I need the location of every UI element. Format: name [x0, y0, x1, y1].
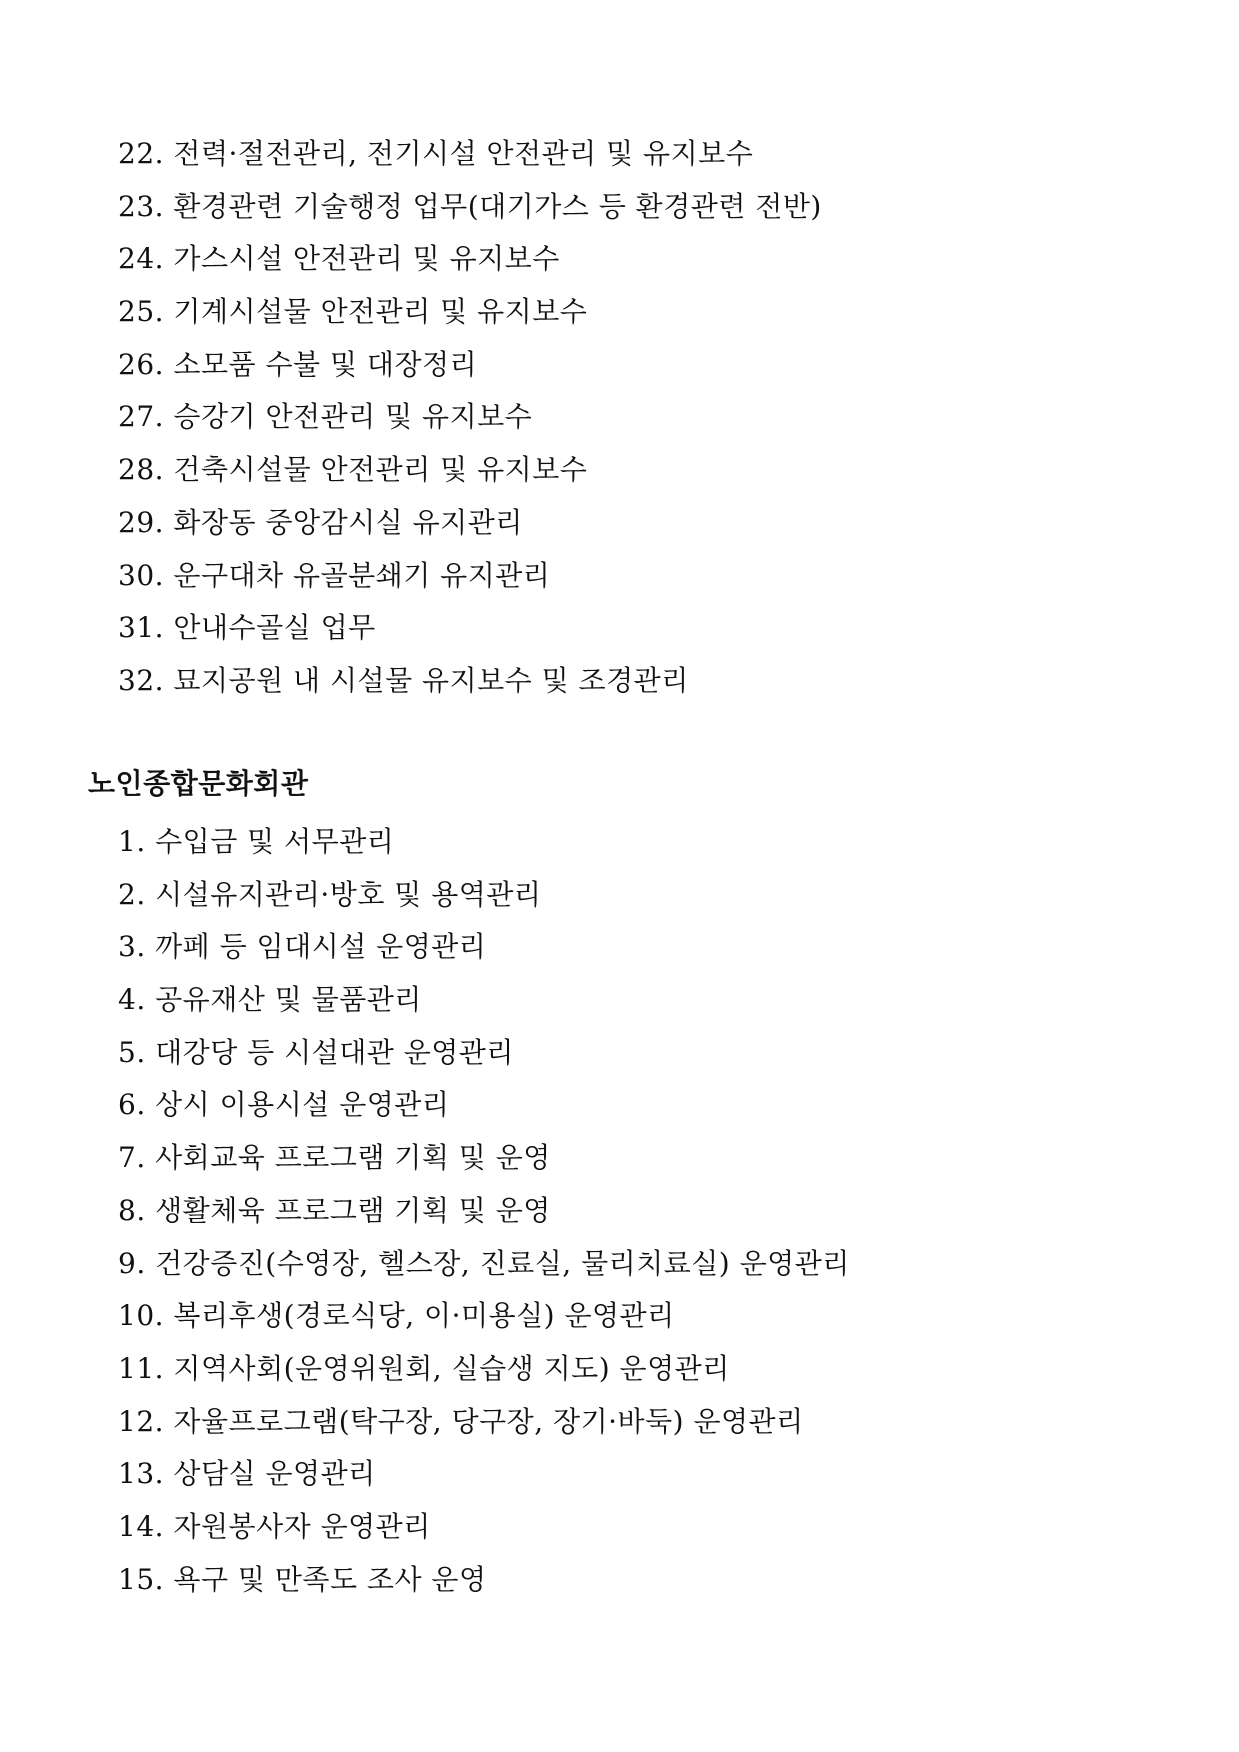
list-item: 15. 욕구 및 만족도 조사 운영 [118, 1562, 487, 1596]
list-item: 6. 상시 이용시설 운영관리 [118, 1088, 450, 1122]
list-item: 3. 까페 등 임대시설 운영관리 [118, 930, 487, 964]
list-item: 32. 묘지공원 내 시설물 유지보수 및 조경관리 [118, 663, 689, 697]
section-heading: 노인종합문화회관 [88, 767, 309, 800]
list-item: 1. 수입금 및 서무관리 [118, 825, 395, 858]
list-item: 11. 지역사회(운영위원회, 실습생 지도) 운영관리 [118, 1351, 730, 1385]
list-item: 30. 운구대차 유골분쇄기 유지관리 [118, 558, 551, 592]
list-item: 22. 전력·절전관리, 전기시설 안전관리 및 유지보수 [118, 137, 754, 170]
list-item: 10. 복리후생(경로식당, 이·미용실) 운영관리 [118, 1299, 675, 1333]
list-item: 7. 사회교육 프로그램 기획 및 운영 [118, 1141, 551, 1175]
list-item: 27. 승강기 안전관리 및 유지보수 [118, 400, 533, 434]
list-item: 4. 공유재산 및 물품관리 [118, 983, 422, 1017]
list-item: 2. 시설유지관리·방호 및 용역관리 [118, 877, 542, 911]
task-list-senior-center [118, 816, 850, 1606]
list-item: 9. 건강증진(수영장, 헬스장, 진료실, 물리치료실) 운영관리 [118, 1246, 850, 1280]
list-item: 26. 소모품 수불 및 대장정리 [118, 347, 478, 381]
list-item: 24. 가스시설 안전관리 및 유지보수 [118, 242, 560, 276]
list-item: 23. 환경관련 기술행정 업무(대기가스 등 환경관련 전반) [118, 189, 822, 223]
list-item: 28. 건축시설물 안전관리 및 유지보수 [118, 453, 588, 487]
list-item: 29. 화장동 중앙감시실 유지관리 [118, 505, 523, 539]
list-item: 25. 기계시설물 안전관리 및 유지보수 [118, 295, 588, 329]
list-item: 14. 자원봉사자 운영관리 [118, 1509, 431, 1543]
list-item: 12. 자율프로그램(탁구장, 당구장, 장기·바둑) 운영관리 [118, 1404, 804, 1438]
list-item: 8. 생활체육 프로그램 기획 및 운영 [118, 1193, 551, 1227]
list-item: 5. 대강당 등 시설대관 운영관리 [118, 1035, 514, 1069]
list-item: 31. 안내수골실 업무 [118, 611, 376, 645]
list-item: 13. 상담실 운영관리 [118, 1457, 376, 1491]
task-list-continued [118, 128, 822, 708]
